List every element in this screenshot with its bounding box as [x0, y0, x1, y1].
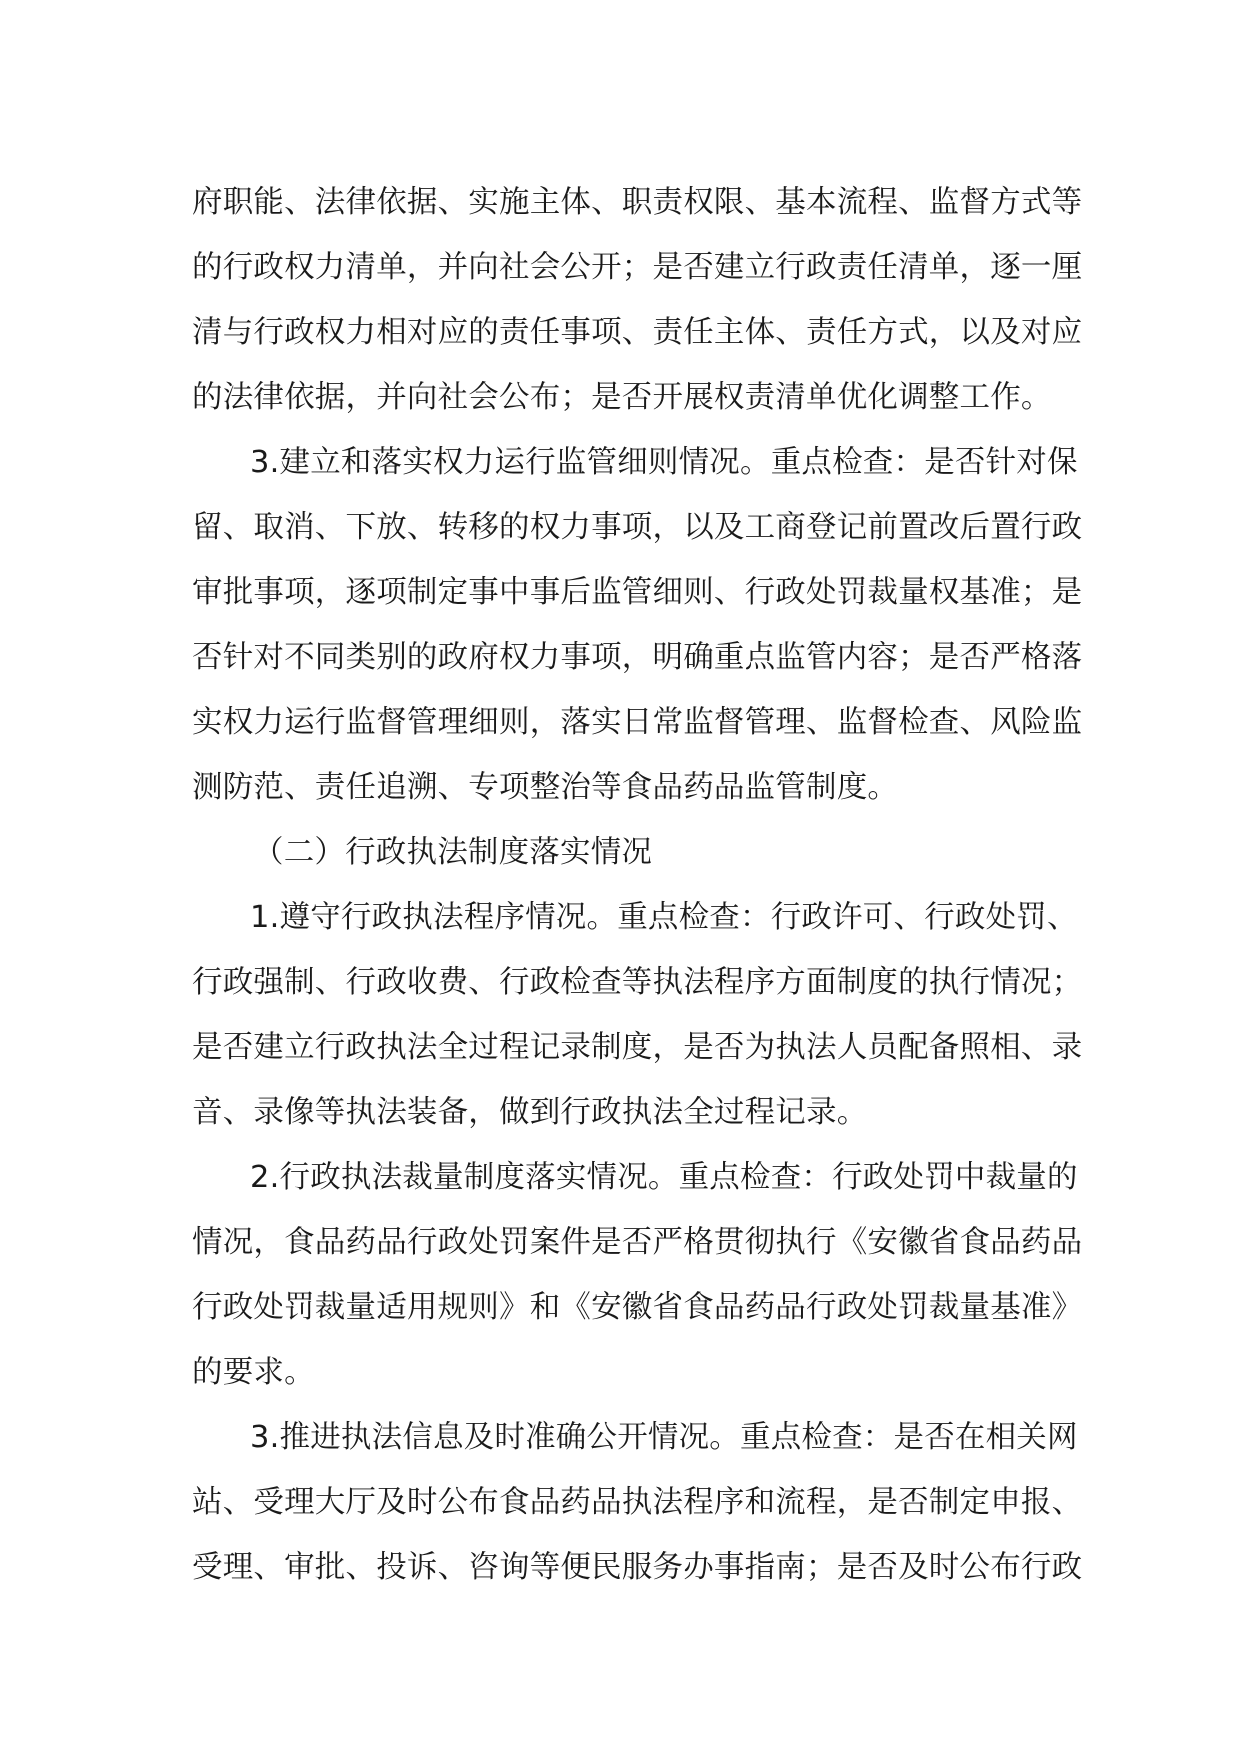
text-line: 清与行政权力相对应的责任事项、责任主体、责任方式，以及对应 — [192, 315, 1083, 350]
text-line: 行政处罚裁量适用规则》和《安徽省食品药品行政处罚裁量基准》 — [192, 1290, 1083, 1325]
text-line: 审批事项，逐项制定事中事后监管细则、行政处罚裁量权基准；是 — [192, 575, 1083, 610]
text-line: 是否建立行政执法全过程记录制度，是否为执法人员配备照相、录 — [192, 1030, 1083, 1065]
text-line: 情况，食品药品行政处罚案件是否严格贯彻执行《安徽省食品药品 — [192, 1225, 1083, 1260]
text-line: 受理、审批、投诉、咨询等便民服务办事指南；是否及时公布行政 — [192, 1550, 1083, 1585]
text-line: 2.行政执法裁量制度落实情况。重点检查：行政处罚中裁量的 — [250, 1160, 1078, 1195]
section-heading: （二）行政执法制度落实情况 — [253, 835, 653, 870]
text-line: 留、取消、下放、转移的权力事项，以及工商登记前置改后置行政 — [192, 510, 1083, 545]
text-line: 测防范、责任追溯、专项整治等食品药品监管制度。 — [192, 770, 899, 805]
text-line: 站、受理大厅及时公布食品药品执法程序和流程，是否制定申报、 — [192, 1485, 1083, 1520]
text-line: 府职能、法律依据、实施主体、职责权限、基本流程、监督方式等 — [192, 185, 1083, 220]
text-line: 实权力运行监督管理细则，落实日常监督管理、监督检查、风险监 — [192, 705, 1083, 740]
text-line: 音、录像等执法装备，做到行政执法全过程记录。 — [192, 1095, 868, 1130]
text-line: 的行政权力清单，并向社会公开；是否建立行政责任清单，逐一厘 — [192, 250, 1083, 285]
text-line: 否针对不同类别的政府权力事项，明确重点监管内容；是否严格落 — [192, 640, 1083, 675]
text-line: 的要求。 — [192, 1355, 315, 1390]
text-line: 3.建立和落实权力运行监管细则情况。重点检查：是否针对保 — [250, 445, 1078, 480]
text-line: 3.推进执法信息及时准确公开情况。重点检查：是否在相关网 — [250, 1420, 1078, 1455]
text-line: 1.遵守行政执法程序情况。重点检查：行政许可、行政处罚、 — [250, 900, 1078, 935]
document-body — [192, 170, 1192, 1600]
text-line: 行政强制、行政收费、行政检查等执法程序方面制度的执行情况； — [192, 965, 1083, 1000]
text-line: 的法律依据，并向社会公布；是否开展权责清单优化调整工作。 — [192, 380, 1052, 415]
